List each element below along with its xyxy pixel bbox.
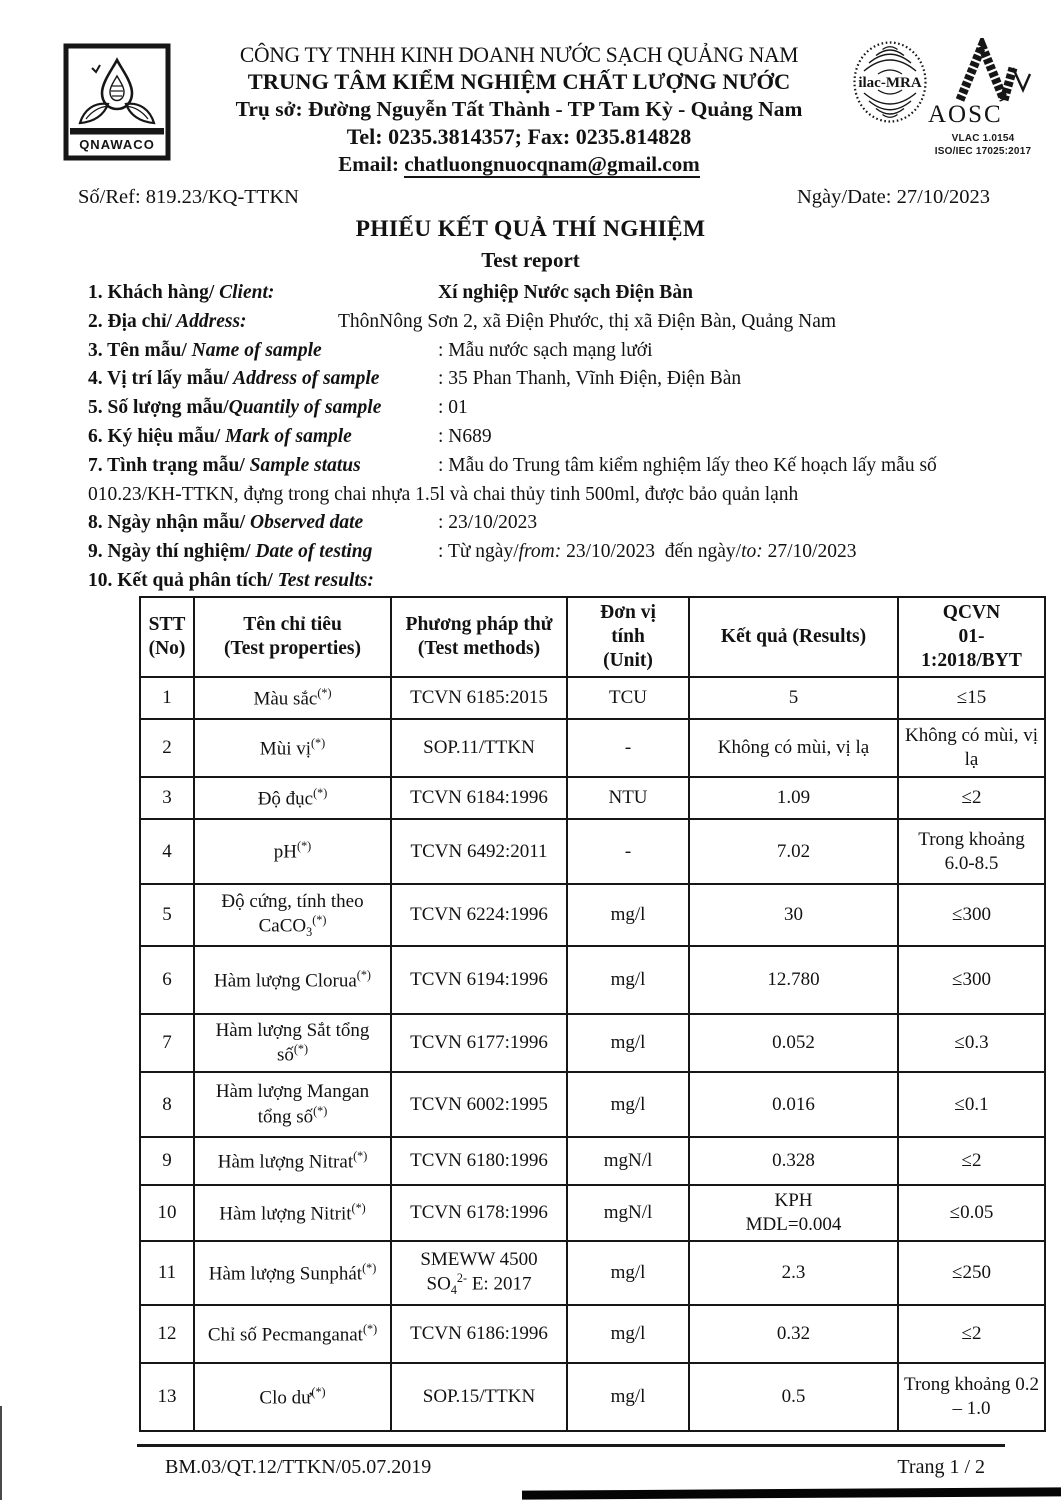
cell-stt: 3 bbox=[140, 777, 194, 819]
cell-limit: Không có mùi, vị lạ bbox=[898, 719, 1045, 777]
cell-stt: 12 bbox=[140, 1305, 194, 1363]
cell-limit: Trong khoảng 6.0-8.5 bbox=[898, 819, 1045, 884]
report-date: Ngày/Date: 27/10/2023 bbox=[796, 186, 990, 208]
table-row bbox=[140, 819, 1045, 884]
cell-stt: 9 bbox=[140, 1137, 194, 1185]
results-table bbox=[139, 596, 1046, 1432]
footer-rule bbox=[137, 1444, 1005, 1447]
cell-name: Độ cứng, tính theo CaCO$_3$(*) bbox=[194, 884, 391, 946]
cell-result: 7.02 bbox=[689, 819, 898, 884]
table-row bbox=[140, 1185, 1045, 1241]
cell-method: TCVN 6492:2011 bbox=[391, 819, 567, 884]
cell-unit: mg/l bbox=[567, 1014, 689, 1072]
info-label: 3. Tên mẫu/ Name of sample bbox=[88, 339, 322, 361]
info-value: : 01 bbox=[438, 397, 468, 419]
scan-edge-artifact bbox=[0, 1406, 2, 1500]
cell-name: Hàm lượng Sắt tổng số(*) bbox=[194, 1014, 391, 1072]
cell-method: TCVN 6177:1996 bbox=[391, 1014, 567, 1072]
email-label: Email: bbox=[338, 152, 405, 176]
info-value: ThônNông Sơn 2, xã Điện Phước, thị xã Điện Bàn, Quảng Nam bbox=[338, 310, 837, 332]
cell-name: pH(*) bbox=[194, 819, 391, 884]
cell-result: 0.052 bbox=[689, 1014, 898, 1072]
cell-stt: 10 bbox=[140, 1185, 194, 1241]
cell-name: Độ đục(*) bbox=[194, 777, 391, 819]
email-line bbox=[178, 152, 860, 177]
col-header-result: Kết quả (Results) bbox=[689, 597, 898, 677]
info-value: : Từ ngày/from: 23/10/2023 đến ngày/to: 27/10/2023 bbox=[438, 541, 857, 563]
col-header-method: Phương pháp thử (Test methods) bbox=[391, 597, 567, 677]
info-label: 5. Số lượng mẫu/Quantily of sample bbox=[88, 397, 382, 419]
cell-result: 0.32 bbox=[689, 1305, 898, 1363]
info-value: : Mẫu nước sạch mạng lưới bbox=[438, 339, 653, 361]
cell-result: 1.09 bbox=[689, 777, 898, 819]
cell-method: TCVN 6186:1996 bbox=[391, 1305, 567, 1363]
cell-stt: 13 bbox=[140, 1363, 194, 1431]
cell-stt: 4 bbox=[140, 819, 194, 884]
info-item-3 bbox=[88, 337, 999, 366]
cell-stt: 6 bbox=[140, 946, 194, 1014]
cell-limit: ≤2 bbox=[898, 1137, 1045, 1185]
cell-limit: ≤0.05 bbox=[898, 1185, 1045, 1241]
cell-unit: mgN/l bbox=[567, 1137, 689, 1185]
info-label: 9. Ngày thí nghiệm/ Date of testing bbox=[88, 541, 373, 563]
cell-unit: mg/l bbox=[567, 884, 689, 946]
cell-name: Màu sắc(*) bbox=[194, 677, 391, 719]
cell-result: 2.3 bbox=[689, 1241, 898, 1305]
page-number: Trang 1 / 2 bbox=[897, 1456, 985, 1478]
check-mark bbox=[92, 65, 100, 72]
water-drop-icon bbox=[102, 60, 132, 109]
col-header-stt: STT (No) bbox=[140, 597, 194, 677]
info-item-1 bbox=[88, 279, 999, 308]
ilac-mra-logo bbox=[851, 40, 929, 129]
cell-stt: 2 bbox=[140, 719, 194, 777]
cell-unit: mgN/l bbox=[567, 1185, 689, 1241]
results-header-row bbox=[140, 597, 1045, 677]
cell-stt: 11 bbox=[140, 1241, 194, 1305]
cell-result: 0.328 bbox=[689, 1137, 898, 1185]
cell-result: 12.780 bbox=[689, 946, 898, 1014]
page-subtitle: Test report bbox=[481, 248, 580, 272]
cell-limit: Trong khoảng 0.2 – 1.0 bbox=[898, 1363, 1045, 1431]
aosc-iso-line: ISO/IEC 17025:2017 bbox=[934, 145, 1032, 157]
center-name: TRUNG TÂM KIỂM NGHIỆM CHẤT LƯỢNG NƯỚC bbox=[247, 69, 791, 94]
aosc-mountain-icon bbox=[924, 38, 1042, 128]
info-value: : 35 Phan Thanh, Vĩnh Điện, Điện Bàn bbox=[438, 368, 742, 390]
page-title: PHIẾU KẾT QUẢ THÍ NGHIỆM bbox=[355, 216, 706, 242]
info-value: : 23/10/2023 bbox=[438, 512, 538, 534]
table-row bbox=[140, 946, 1045, 1014]
cell-stt: 1 bbox=[140, 677, 194, 719]
table-row bbox=[140, 677, 1045, 719]
cell-limit: ≤300 bbox=[898, 884, 1045, 946]
aosc-vlac-line: VLAC 1.0154 bbox=[951, 133, 1015, 144]
logo-caption: QNAWACO bbox=[79, 137, 155, 152]
cell-result: 0.5 bbox=[689, 1363, 898, 1431]
info-label: 2. Địa chỉ/ Address: bbox=[88, 310, 247, 332]
email-address: chatluongnuocqnam@gmail.com bbox=[404, 152, 700, 176]
info-label: 10. Kết quả phân tích/ Test results: bbox=[88, 569, 374, 591]
cell-method: TCVN 6224:1996 bbox=[391, 884, 567, 946]
cell-unit: mg/l bbox=[567, 946, 689, 1014]
cell-unit: - bbox=[567, 819, 689, 884]
table-row bbox=[140, 884, 1045, 946]
table-row bbox=[140, 777, 1045, 819]
cell-unit: mg/l bbox=[567, 1241, 689, 1305]
address-line: Trụ sở: Đường Nguyễn Tất Thành - TP Tam Kỳ - Quảng Nam bbox=[235, 97, 803, 121]
qnawaco-logo-art bbox=[62, 42, 172, 162]
info-list bbox=[88, 279, 999, 596]
col-header-name: Tên chỉ tiêu (Test properties) bbox=[194, 597, 391, 677]
info-item-8 bbox=[88, 509, 999, 538]
info-item-7-continued: 010.23/KH-TTKN, đựng trong chai nhựa 1.5l và chai thủy tinh 500ml, được bảo quản lạnh bbox=[88, 483, 799, 505]
cell-result: KPH MDL=0.004 bbox=[689, 1185, 898, 1241]
table-row bbox=[140, 1137, 1045, 1185]
cell-limit: ≤15 bbox=[898, 677, 1045, 719]
info-label: 8. Ngày nhận mẫu/ Observed date bbox=[88, 512, 364, 534]
info-item-10 bbox=[88, 567, 999, 596]
cell-limit: ≤300 bbox=[898, 946, 1045, 1014]
qnawaco-logo bbox=[62, 42, 172, 162]
table-row bbox=[140, 1072, 1045, 1137]
cell-stt: 7 bbox=[140, 1014, 194, 1072]
info-item-4 bbox=[88, 365, 999, 394]
results-body bbox=[140, 677, 1045, 1431]
info-value bbox=[374, 567, 999, 596]
cell-unit: mg/l bbox=[567, 1305, 689, 1363]
aosc-logo bbox=[924, 38, 1042, 158]
table-row bbox=[140, 1363, 1045, 1431]
info-item-9 bbox=[88, 538, 999, 567]
cell-limit: ≤2 bbox=[898, 777, 1045, 819]
info-label: 4. Vị trí lấy mẫu/ Address of sample bbox=[88, 368, 380, 390]
col-header-unit: Đơn vị tính (Unit) bbox=[567, 597, 689, 677]
cell-result: 5 bbox=[689, 677, 898, 719]
cell-stt: 8 bbox=[140, 1072, 194, 1137]
cell-result: Không có mùi, vị lạ bbox=[689, 719, 898, 777]
cell-name: Mùi vị(*) bbox=[194, 719, 391, 777]
info-label: 7. Tình trạng mẫu/ Sample status bbox=[88, 454, 361, 476]
cell-method: TCVN 6185:2015 bbox=[391, 677, 567, 719]
cell-method: SOP.11/TTKN bbox=[391, 719, 567, 777]
info-label: 6. Ký hiệu mẫu/ Mark of sample bbox=[88, 425, 352, 447]
ref-row bbox=[78, 186, 990, 209]
cell-name: Hàm lượng Clorua(*) bbox=[194, 946, 391, 1014]
cell-method: TCVN 6178:1996 bbox=[391, 1185, 567, 1241]
footer bbox=[165, 1456, 985, 1479]
cell-name: Hàm lượng Sunphát(*) bbox=[194, 1241, 391, 1305]
col-header-limit: QCVN 01- 1:2018/BYT bbox=[898, 597, 1045, 677]
table-row bbox=[140, 1014, 1045, 1072]
cell-unit: TCU bbox=[567, 677, 689, 719]
info-value: : N689 bbox=[438, 425, 492, 447]
cell-name: Clo dư(*) bbox=[194, 1363, 391, 1431]
table-row bbox=[140, 1241, 1045, 1305]
info-item-5 bbox=[88, 394, 999, 423]
info-item-2 bbox=[88, 308, 999, 337]
cell-method: TCVN 6194:1996 bbox=[391, 946, 567, 1014]
cell-name: Hàm lượng Mangan tổng số(*) bbox=[194, 1072, 391, 1137]
cell-limit: ≤0.1 bbox=[898, 1072, 1045, 1137]
info-value: Xí nghiệp Nước sạch Điện Bàn bbox=[438, 282, 693, 303]
info-label: 1. Khách hàng/ Client: bbox=[88, 282, 275, 303]
cell-name: Chỉ số Pecmanganat(*) bbox=[194, 1305, 391, 1363]
cell-limit: ≤0.3 bbox=[898, 1014, 1045, 1072]
info-value: : Mẫu do Trung tâm kiểm nghiệm lấy theo Kế hoạch lấy mẫu số bbox=[438, 454, 937, 476]
cell-limit: ≤250 bbox=[898, 1241, 1045, 1305]
cell-method: TCVN 6002:1995 bbox=[391, 1072, 567, 1137]
info-item-6 bbox=[88, 423, 999, 452]
letterhead-text bbox=[178, 42, 860, 177]
cell-stt: 5 bbox=[140, 884, 194, 946]
cell-unit: mg/l bbox=[567, 1363, 689, 1431]
doc-code: BM.03/QT.12/TTKN/05.07.2019 bbox=[165, 1456, 432, 1478]
ilac-mra-label: ilac-MRA bbox=[858, 75, 922, 91]
cell-unit: NTU bbox=[567, 777, 689, 819]
telfax-line: Tel: 0235.3814357; Fax: 0235.814828 bbox=[346, 124, 692, 149]
cell-name: Hàm lượng Nitrit(*) bbox=[194, 1185, 391, 1241]
table-row bbox=[140, 1305, 1045, 1363]
ref-number: Số/Ref: 819.23/KQ-TTKN bbox=[78, 186, 299, 208]
cell-method: TCVN 6180:1996 bbox=[391, 1137, 567, 1185]
company-name: CÔNG TY TNHH KINH DOANH NƯỚC SẠCH QUẢNG NAM bbox=[239, 42, 799, 67]
cell-method: TCVN 6184:1996 bbox=[391, 777, 567, 819]
aosc-label: AOSC bbox=[928, 101, 1003, 128]
cell-name: Hàm lượng Nitrat(*) bbox=[194, 1137, 391, 1185]
cell-unit: - bbox=[567, 719, 689, 777]
cell-limit: ≤2 bbox=[898, 1305, 1045, 1363]
cell-unit: mg/l bbox=[567, 1072, 689, 1137]
scan-bar-artifact bbox=[522, 1487, 1061, 1499]
cell-result: 0.016 bbox=[689, 1072, 898, 1137]
table-row bbox=[140, 719, 1045, 777]
cell-method: SOP.15/TTKN bbox=[391, 1363, 567, 1431]
info-item-7 bbox=[88, 452, 999, 481]
cell-method: SMEWW 4500 $SO_4^{2-}$ E: 2017 bbox=[391, 1241, 567, 1305]
cell-result: 30 bbox=[689, 884, 898, 946]
